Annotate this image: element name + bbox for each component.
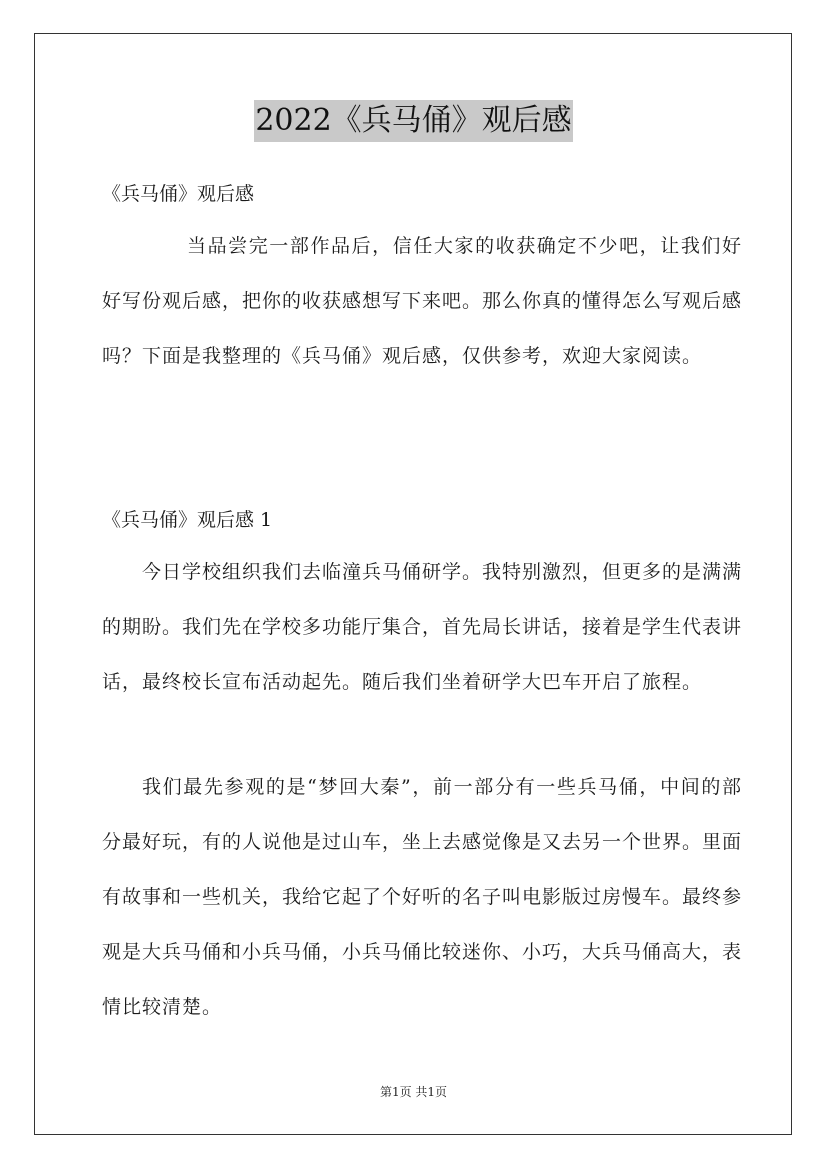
document-subtitle: 《兵马俑》观后感: [102, 183, 255, 205]
document-title: 2022《兵马俑》观后感: [254, 100, 572, 142]
section-title: 《兵马俑》观后感 1: [102, 509, 273, 531]
page-footer: 第1页 共1页: [379, 1085, 448, 1099]
body-paragraph-1: 今日学校组织我们去临潼兵马俑研学。我特别激烈，但更多的是满满的期盼。我们先在学校多功能厅集合，首先局长讲话，接着是学生代表讲话，最终校长宣布活动起先。随后我们坐着研学大巴车开启了旅程。: [102, 561, 743, 693]
intro-paragraph: 当品尝完一部作品后，信任大家的收获确定不少吧，让我们好好写份观后感，把你的收获感想写下来吧。那么你真的懂得怎么写观后感吗？下面是我整理的《兵马俑》观后感，仅供参考，欢迎大家阅读。: [102, 235, 743, 367]
title-container: [0, 100, 827, 142]
body-paragraph-2: 我们最先参观的是“梦回大秦”，前一部分有一些兵马俑，中间的部分最好玩，有的人说他是过山车，坐上去感觉像是又去另一个世界。里面有故事和一些机关，我给它起了个好听的名子叫电影版过房慢车。最终参观是大兵马俑和小兵马俑，小兵马俑比较迷你、小巧，大兵马俑高大，表情比较清楚。: [102, 776, 743, 1018]
